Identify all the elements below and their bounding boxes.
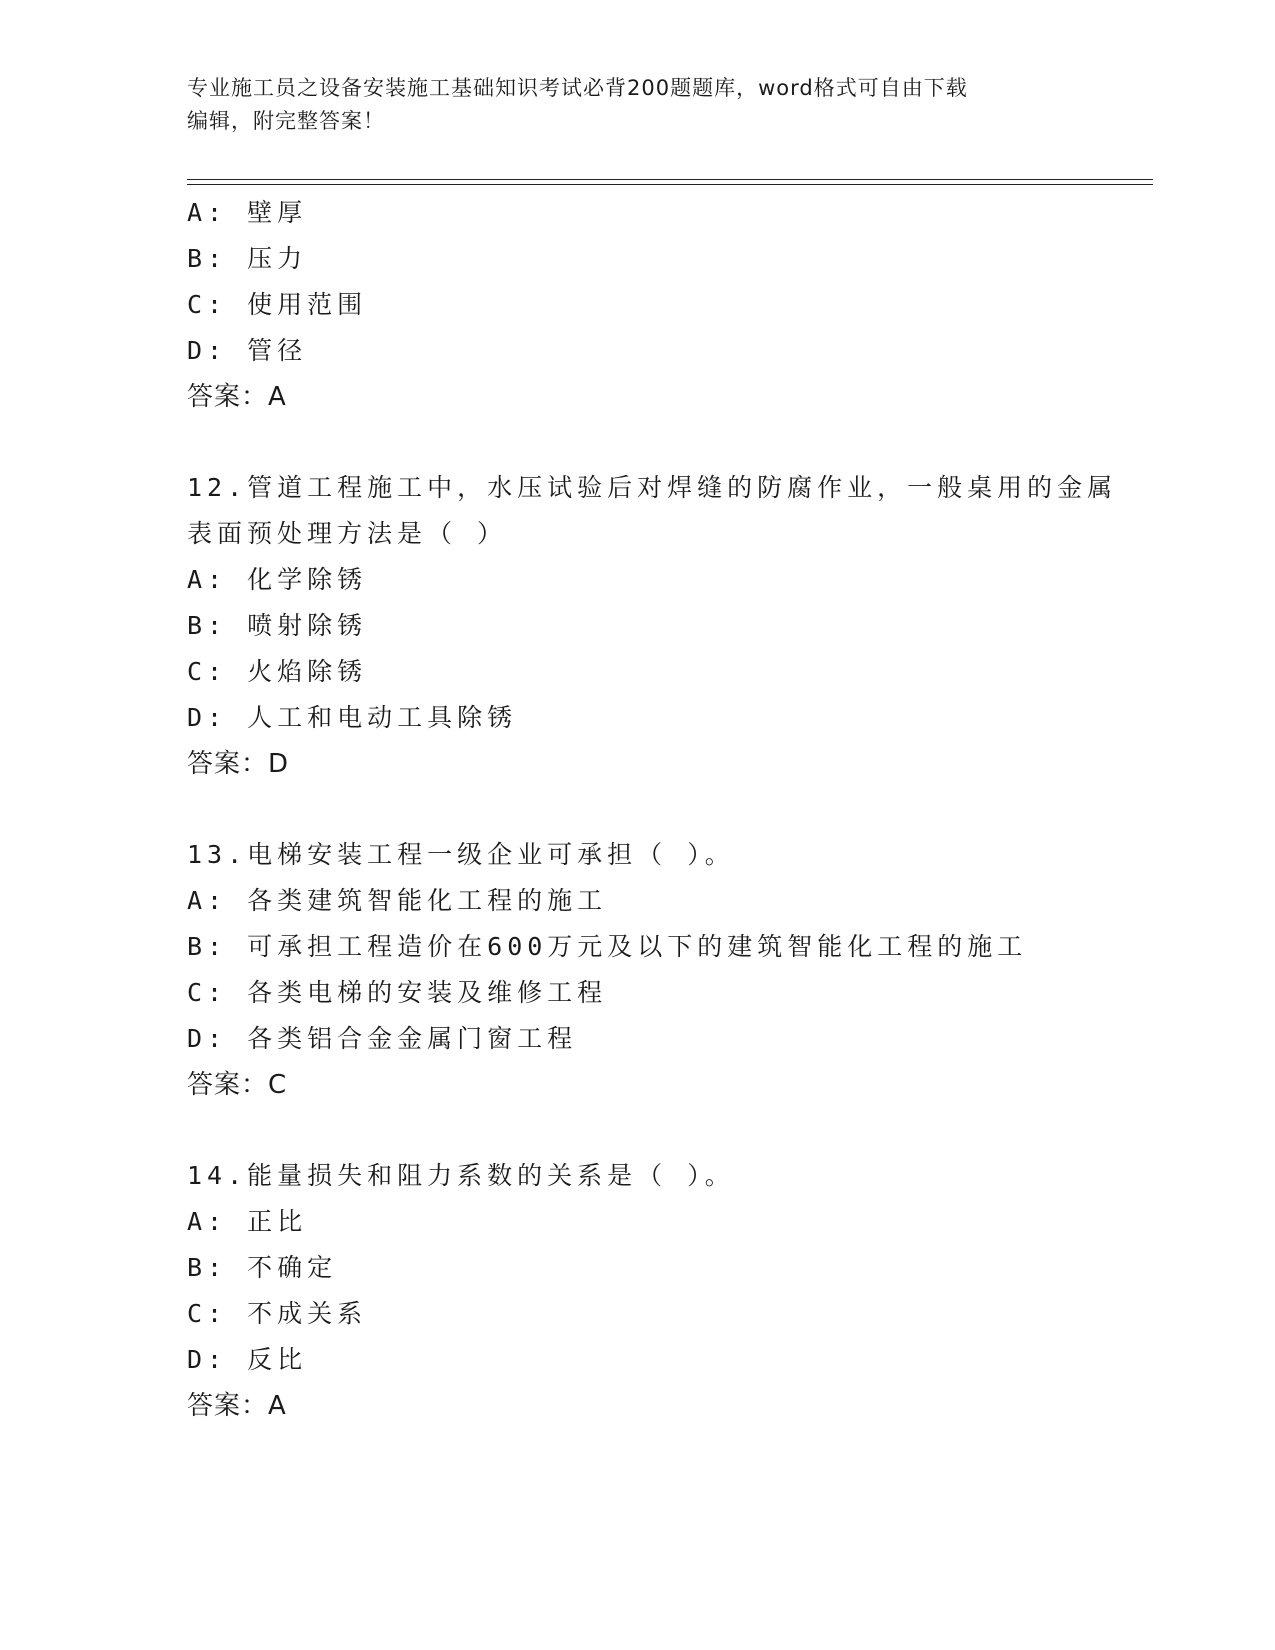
question-13 bbox=[187, 832, 1147, 1108]
q12-question-line-2: 表面预处理方法是（ ） bbox=[187, 519, 508, 548]
header-divider-bottom bbox=[187, 184, 1153, 185]
q11-answer: 答案：A bbox=[187, 382, 287, 412]
q13-answer: 答案：C bbox=[187, 1070, 288, 1100]
q11-option-b: B: 压力 bbox=[187, 244, 308, 273]
q14-option-b: B: 不确定 bbox=[187, 1253, 338, 1282]
q12-option-d: D: 人工和电动工具除锈 bbox=[187, 703, 518, 732]
q13-question-line-1: 13.电梯安装工程一级企业可承担（ ）。 bbox=[187, 840, 735, 869]
spacer bbox=[187, 420, 1147, 465]
q13-option-c: C: 各类电梯的安装及维修工程 bbox=[187, 978, 608, 1007]
q14-option-c: C: 不成关系 bbox=[187, 1299, 368, 1328]
q14-answer: 答案：A bbox=[187, 1391, 287, 1421]
q13-option-a: A: 各类建筑智能化工程的施工 bbox=[187, 886, 608, 915]
spacer bbox=[187, 787, 1147, 832]
q12-question-line-1: 12.管道工程施工中，水压试验后对焊缝的防腐作业，一般桌用的金属 bbox=[187, 473, 1118, 502]
q11-option-a: A: 壁厚 bbox=[187, 198, 308, 227]
spacer bbox=[187, 1108, 1147, 1153]
q12-option-b: B: 喷射除锈 bbox=[187, 611, 368, 640]
q12-answer: 答案：D bbox=[187, 749, 290, 779]
q13-option-b: B: 可承担工程造价在600万元及以下的建筑智能化工程的施工 bbox=[187, 932, 1028, 961]
q12-option-a: A: 化学除锈 bbox=[187, 565, 368, 594]
q12-option-c: C: 火焰除锈 bbox=[187, 657, 368, 686]
question-list bbox=[187, 190, 1147, 1429]
q14-question-line-1: 14.能量损失和阻力系数的关系是（ ）。 bbox=[187, 1161, 735, 1190]
q14-option-d: D: 反比 bbox=[187, 1345, 308, 1374]
question-14 bbox=[187, 1153, 1147, 1429]
q11-option-c: C: 使用范围 bbox=[187, 290, 368, 319]
question-12 bbox=[187, 465, 1147, 787]
document-header bbox=[187, 72, 1067, 138]
header-line-1: 专业施工员之设备安装施工基础知识考试必背200题题库，word格式可自由下载 bbox=[187, 76, 968, 100]
question-11 bbox=[187, 190, 1147, 420]
q11-option-d: D: 管径 bbox=[187, 336, 308, 365]
q14-option-a: A: 正比 bbox=[187, 1207, 308, 1236]
header-divider-top bbox=[187, 179, 1153, 180]
q13-option-d: D: 各类铝合金金属门窗工程 bbox=[187, 1024, 578, 1053]
header-line-2: 编辑，附完整答案！ bbox=[187, 109, 385, 133]
